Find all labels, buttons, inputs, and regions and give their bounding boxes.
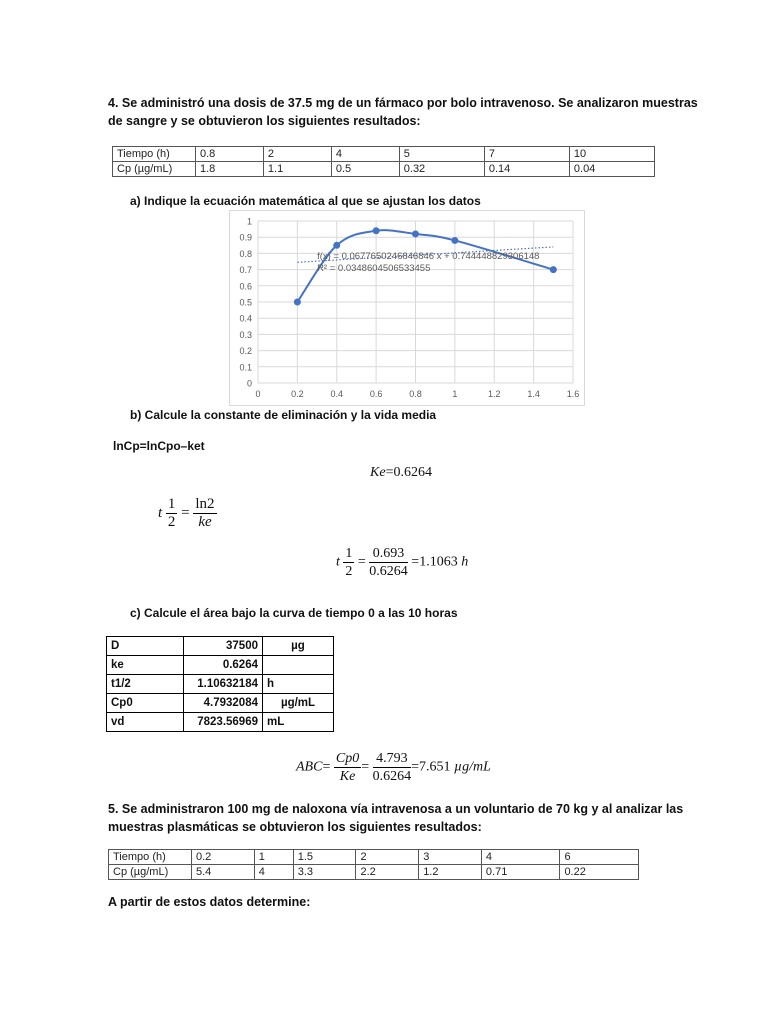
- table-cell: 0.04: [569, 162, 654, 177]
- scatter-chart: [230, 211, 584, 405]
- problem5-statement-line2: muestras plasmáticas se obtuvieron los siguientes resultados:: [108, 820, 482, 834]
- denominator: 2: [167, 514, 176, 530]
- table-cell: 4: [254, 865, 293, 880]
- abc-unit: µg/mL: [454, 759, 491, 775]
- table-cell: 2.2: [356, 865, 419, 880]
- table-cell: 0.6264: [184, 656, 263, 675]
- table-cell: 3.3: [293, 865, 356, 880]
- numerator: ln2: [195, 496, 215, 512]
- table-cell: 37500: [184, 637, 263, 656]
- table-cell: 0.2: [192, 850, 255, 865]
- denominator: 0.6264: [369, 564, 408, 579]
- table-cell: 5.4: [192, 865, 255, 880]
- denominator: Ke: [339, 769, 356, 784]
- x-tick-label: 0.6: [369, 389, 383, 399]
- table-row: [113, 162, 655, 177]
- y-tick-label: 0.2: [239, 346, 252, 357]
- x-tick-label: 1.4: [527, 389, 540, 399]
- data-point: [550, 266, 557, 273]
- table-row: [107, 637, 334, 656]
- numerator: 4.793: [373, 750, 412, 768]
- y-tick-label: 0.7: [239, 265, 252, 276]
- table-cell: mL: [263, 713, 334, 732]
- equation-lncp: lnCp=lnCpo–ket: [113, 439, 205, 453]
- table-cell: 3: [419, 850, 482, 865]
- table-cell: [263, 656, 334, 675]
- abc-result: 7.651: [419, 759, 451, 775]
- table-cell: 0.32: [399, 162, 484, 177]
- table-cell: µg: [263, 637, 334, 656]
- y-tick-label: 0.4: [239, 313, 252, 324]
- data-point: [333, 242, 340, 249]
- table-cell: 0.8: [196, 147, 264, 162]
- data-point: [412, 230, 419, 237]
- y-tick-label: 0.3: [239, 329, 252, 340]
- table-row: [107, 656, 334, 675]
- ke-symbol: Ke: [370, 465, 386, 480]
- problem4-part-c: c) Calcule el área bajo la curva de tiempo 0 a las 10 horas: [130, 606, 458, 620]
- numerator: 0.693: [369, 545, 408, 563]
- x-tick-label: 1.2: [487, 389, 501, 399]
- table-cell: 6: [560, 850, 639, 865]
- ke-equation: Ke=0.6264: [370, 465, 432, 480]
- table-cell: 0.5: [331, 162, 399, 177]
- abc-equation: ABC= $\frac{Cp0}{Ke}$ = $\frac{4.793}{0.6264}$ =7.651 µg/mL: [296, 751, 491, 784]
- table-cell: 4: [481, 850, 560, 865]
- fraction-ln2-over-ke: [193, 496, 216, 531]
- table-cell: h: [263, 675, 334, 694]
- table-cell: 1.10632184: [184, 675, 263, 694]
- problem5-closing: A partir de estos datos determine:: [108, 895, 311, 909]
- table-cell: Cp (µg/mL): [113, 162, 196, 177]
- y-tick-label: 0.5: [239, 297, 252, 308]
- x-tick-label: 0.4: [330, 389, 344, 399]
- half-life-result: 1.1063: [419, 554, 458, 570]
- table-row: [109, 865, 639, 880]
- table-row: [109, 850, 639, 865]
- table-cell: 0.71: [481, 865, 560, 880]
- half-life-calculation: t $\frac{1}{2}$ = $\frac{0.693}{0.6264}$ =1.1063 h: [336, 546, 469, 579]
- table-cell: 1.8: [196, 162, 264, 177]
- fraction-one-half: [343, 545, 354, 580]
- hour-unit: h: [461, 554, 469, 570]
- numerator: 1: [167, 496, 176, 512]
- problem4-statement-line1: 4. Se administró una dosis de 37.5 mg de un fármaco por bolo intravenoso. Se analizaron muestras: [108, 96, 698, 110]
- x-tick-label: 1: [452, 389, 458, 399]
- y-tick-label: 0: [246, 378, 252, 389]
- x-tick-label: 0.2: [291, 389, 304, 399]
- table-cell: vd: [107, 713, 184, 732]
- y-tick-label: 0.1: [239, 362, 252, 373]
- fraction-4793-over-06264: [373, 750, 412, 785]
- denominator: 0.6264: [372, 769, 412, 784]
- table-cell: Cp (µg/mL): [109, 865, 192, 880]
- parameters-table: [106, 636, 334, 732]
- table-cell: 0.22: [560, 865, 639, 880]
- data-point: [373, 227, 380, 234]
- x-tick-label: 0.8: [409, 389, 422, 399]
- table-cell: 1.2: [419, 865, 482, 880]
- fraction-cp0-over-ke: [334, 750, 361, 785]
- table-cell: 4.7932084: [184, 694, 263, 713]
- numerator: Cp0: [335, 751, 360, 766]
- y-tick-label: 1: [246, 216, 252, 227]
- abc-symbol: ABC: [296, 759, 323, 775]
- problem5-statement-line1: 5. Se administraron 100 mg de naloxona vía intravenosa a un voluntario de 70 kg y al analizar las: [108, 802, 684, 816]
- table-cell: µg/mL: [263, 694, 334, 713]
- data-point: [451, 237, 458, 244]
- x-tick-label: 0: [255, 389, 261, 399]
- problem4-part-a: a) Indique la ecuación matemática al que se ajustan los datos: [130, 194, 481, 208]
- numerator: 1: [345, 546, 353, 561]
- table-cell: 2: [263, 147, 331, 162]
- denominator: ke: [198, 514, 212, 530]
- t-symbol: t: [336, 554, 340, 570]
- ke-value: 0.6264: [393, 465, 432, 480]
- problem4-part-b: b) Calcule la constante de eliminación y la vida media: [130, 408, 437, 422]
- table-row: [107, 713, 334, 732]
- table-cell: 10: [569, 147, 654, 162]
- problem4-data-table: [112, 146, 655, 177]
- fraction-0693-over-06264: [369, 545, 408, 580]
- table-cell: 1: [254, 850, 293, 865]
- table-cell: 7: [484, 147, 569, 162]
- table-row: [107, 694, 334, 713]
- y-tick-label: 0.6: [239, 281, 252, 292]
- table-cell: D: [107, 637, 184, 656]
- y-tick-label: 0.9: [239, 232, 252, 243]
- table-cell: 4: [331, 147, 399, 162]
- t-symbol: t: [158, 505, 163, 521]
- trendline-equation: f(x) = 0.0677650246846846 x + 0.744448829306148: [317, 251, 540, 263]
- table-cell: ke: [107, 656, 184, 675]
- table-cell: Cp0: [107, 694, 184, 713]
- table-cell: t1/2: [107, 675, 184, 694]
- table-row: [113, 147, 655, 162]
- chart-container: [229, 210, 585, 406]
- denominator: 2: [345, 564, 353, 579]
- problem5-data-table: [108, 849, 639, 880]
- table-cell: 1.5: [293, 850, 356, 865]
- table-cell: 0.14: [484, 162, 569, 177]
- half-life-formula: t $\frac{1}{2}$ = $\frac{\ln 2}{ke}$: [158, 496, 215, 530]
- table-cell: 2: [356, 850, 419, 865]
- data-point: [294, 299, 301, 306]
- table-cell: 5: [399, 147, 484, 162]
- table-cell: Tiempo (h): [113, 147, 196, 162]
- y-tick-label: 0.8: [239, 248, 252, 259]
- table-cell: 7823.56969: [184, 713, 263, 732]
- fraction-one-half: [166, 496, 178, 531]
- table-cell: Tiempo (h): [109, 850, 192, 865]
- problem4-statement-line2: de sangre y se obtuvieron los siguientes resultados:: [108, 114, 421, 128]
- x-tick-label: 1.6: [566, 389, 580, 399]
- table-cell: 1.1: [263, 162, 331, 177]
- table-row: [107, 675, 334, 694]
- r-squared-label: R² = 0.0348604506533455: [317, 263, 431, 275]
